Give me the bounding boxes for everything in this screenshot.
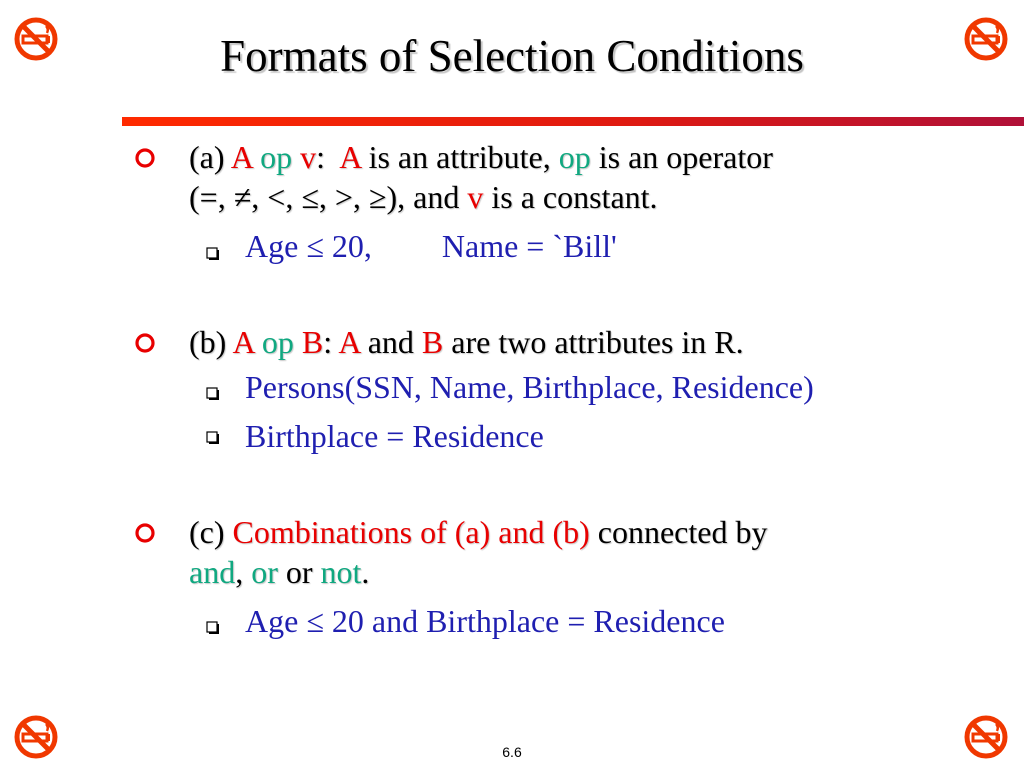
or-term: or [251,554,278,590]
circle-bullet-icon [133,146,157,170]
combinations-term: Combinations of (a) and (b) [232,514,590,550]
text: is an operator [598,139,773,175]
period: . [361,554,370,590]
and-term: and [189,554,236,590]
attr-A: A [339,139,361,175]
colon: : [323,324,333,360]
attr-A: A [232,324,254,360]
example-c: Age ≤ 20 and Birthplace = Residence [245,603,725,639]
text: or [285,554,313,590]
square-bullet-icon [206,431,220,445]
text: connected by [597,514,768,550]
bullet-a [189,137,969,217]
attr-B: B [421,324,444,360]
text: is a constant. [491,179,658,215]
example-age: Age ≤ 20, [245,228,372,264]
example-name: Name = `Bill' [441,228,617,264]
example-a [245,226,985,266]
comma: , [235,554,244,590]
page-number: 6.6 [502,744,522,760]
square-bullet-icon [206,621,220,635]
attr-A: A [338,324,360,360]
square-bullet-icon [206,387,220,401]
op-term: op [260,139,293,175]
op-term: op [558,139,591,175]
operator-list: (=, ≠, <, ≤, >, ≥), and [189,179,460,215]
not-term: not [320,554,362,590]
op-term: op [261,324,294,360]
example-b-condition: Birthplace = Residence [245,418,544,454]
bullet-b [189,322,969,362]
bullet-c-label: (c) [189,514,225,550]
text: is an attribute, [368,139,551,175]
bullet-c [189,512,969,592]
colon: : [316,139,325,175]
circle-bullet-icon [133,521,157,545]
slide-title: Formats of Selection Conditions [220,31,804,81]
bullet-a-label: (a) [189,139,225,175]
bullet-b-label: (b) [189,324,227,360]
square-bullet-icon [206,247,220,261]
const-v: v [300,139,317,175]
circle-bullet-icon [133,331,157,355]
const-v: v [467,179,484,215]
attr-B: B [301,324,324,360]
example-b-schema: Persons(SSN, Name, Birthplace, Residence) [245,369,814,405]
attr-A: A [230,139,253,175]
text: and [367,324,414,360]
text: are two attributes in R. [451,324,744,360]
